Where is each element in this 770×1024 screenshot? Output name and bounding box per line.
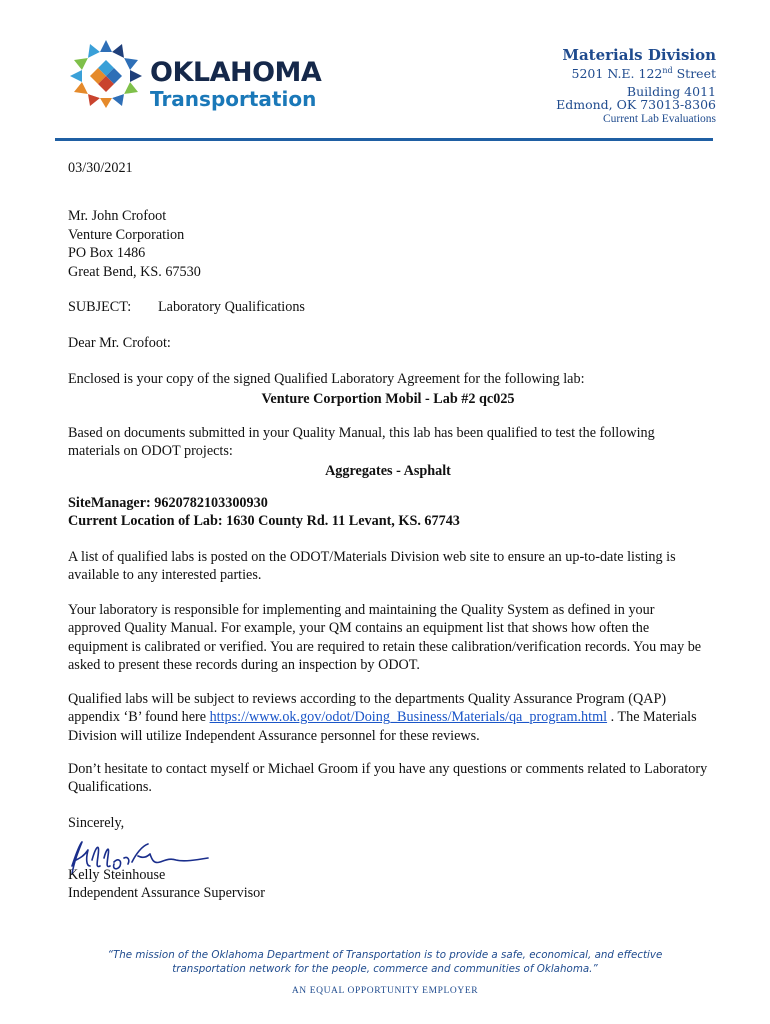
lab-location: Current Location of Lab: 1630 County Rd. 11 Levant, KS. 67743 (68, 513, 460, 529)
recipient-line: Mr. John Crofoot (68, 208, 167, 224)
enclosed-sentence: Enclosed is your copy of the signed Qualified Laboratory Agreement for the following lab: (68, 371, 585, 387)
brand-name: OKLAHOMA (150, 57, 322, 88)
closing: Sincerely, (68, 815, 125, 831)
signer-title: Independent Assurance Supervisor (68, 885, 265, 901)
odot-logo-icon (68, 38, 144, 110)
address-line-3: Edmond, OK 73013-8306 (556, 97, 716, 112)
lab-name: Venture Corportion Mobil - Lab #2 qc025 (261, 391, 515, 407)
recipient-line: Great Bend, KS. 67530 (68, 263, 201, 280)
division-name: Materials Division (562, 46, 716, 64)
address-line-2: Building 4011 (626, 84, 716, 99)
responsibility-paragraph: Your laboratory is responsible for implementing and maintaining the Quality System as defined in your approved Quality Manual. For example, your QM contains an equipment list that shows how often the equipment is calibrated or verified. You are required to retain these calibration/verification records. You may be asked to present these records during an inspection by ODOT. (68, 602, 702, 673)
sitemanager-id: SiteManager: 9620782103300930 (68, 495, 268, 511)
mission-statement: “The mission of the Oklahoma Department of Transportation is to provide a safe, economical, and effective transportation network for the people, commerce and communities of Oklahoma.” (107, 949, 663, 975)
recipient-line: PO Box 1486 (68, 245, 146, 261)
contact-paragraph: Don’t hesitate to contact myself or Michael Groom if you have any questions or comments related to Laboratory Qualifications. (68, 761, 708, 796)
materials-list: Aggregates - Asphalt (325, 463, 451, 479)
salutation: Dear Mr. Crofoot: (68, 335, 171, 351)
current-lab-evaluations-label: Current Lab Evaluations (602, 113, 716, 125)
qa-program-link[interactable]: https://www.ok.gov/odot/Doing_Business/Materials/qa_program.html (209, 709, 608, 726)
equal-opportunity-notice: AN EQUAL OPPORTUNITY EMPLOYER (291, 986, 479, 996)
brand-subtitle: Transportation (150, 87, 317, 111)
recipient-block (68, 207, 201, 281)
based-on-paragraph: Based on documents submitted in your Quality Manual, this lab has been qualified to test the following materials on ODOT projects: (68, 425, 655, 460)
letter-date: 03/30/2021 (68, 160, 133, 176)
subject-label: SUBJECT: (68, 299, 132, 315)
recipient-line: Venture Corporation (68, 226, 185, 243)
qualified-list-paragraph: A list of qualified labs is posted on the ODOT/Materials Division web site to ensure an up-to-date listing is available to any interested parties. (68, 549, 676, 584)
address-line-1: 5201 N.E. 122nd Street (571, 65, 716, 81)
subject-value: Laboratory Qualifications (158, 299, 305, 315)
signer-name: Kelly Steinhouse (68, 867, 166, 883)
qap-paragraph: Qualified labs will be subject to reviews according to the departments Quality Assurance Program (QAP) appendix ‘B’ found here https://www.ok.gov/odot/Doing_Business/Materials/qa_program.html . The Materials Division will utilize Independent Assurance personnel for these reviews. (68, 691, 697, 744)
header-divider (55, 138, 713, 141)
